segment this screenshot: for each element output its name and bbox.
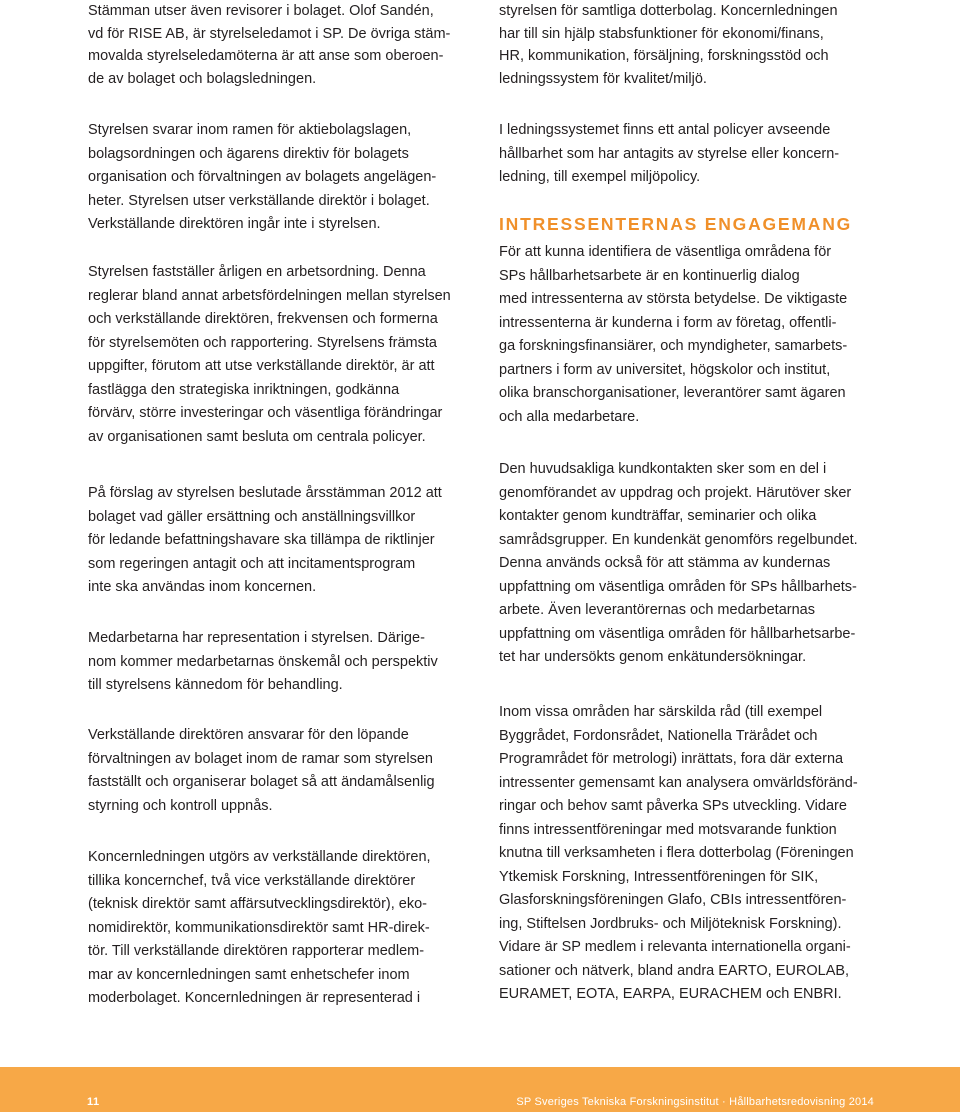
paragraph-policyer: I ledningssystemet finns ett antal policyer avseende hållbarhet som har antagits av styrelse eller koncern- ledning, till exempel miljöpolicy. xyxy=(499,122,840,185)
footer-credit: SP Sveriges Tekniska Forskningsinstitut · Hållbarhetsredovisning 2014 xyxy=(516,1096,874,1108)
footer-band xyxy=(0,1067,960,1112)
paragraph-dotterbolag: styrelsen för samtliga dotterbolag. Koncernledningen har till sin hjälp stabsfunktioner för ekonomi/finans, HR, kommunikation, försäljning, forskningsstöd och ledningssystem för kvalitet/miljö. xyxy=(499,3,838,87)
paragraph-ersattning: På förslag av styrelsen beslutade årsstämman 2012 att bolaget vad gäller ersättning och anställningsvillkor för ledande befattningshavare ska tillämpa de riktlinjer som regeringen antagit och att incitamentsprogram inte ska användas inom koncernen. xyxy=(88,485,442,595)
page-number: 11 xyxy=(87,1096,100,1108)
paragraph-kundkontakt: Den huvudsakliga kundkontakten sker som en del i genomförandet av uppdrag och projekt. Härutöver sker kontakter genom kundträffar, seminarier och olika samrådsgrupper. En kundenkät genomförs regelbundet. Denna används också för att stämma av kundernas uppfattning om väsentliga områden för SPs hållbarhets- arbete. Även leverantörernas och medarbetarnas uppfattning om väsentliga områden för hållbarhetsarbe- tet har undersökts genom enkätundersökningar. xyxy=(499,461,858,665)
paragraph-rad: Inom vissa områden har särskilda råd (till exempel Byggrådet, Fordonsrådet, Nationella Trärådet och Programrådet för metrologi) inrättats, fora där externa intressenter gemensamt kan analysera omvärldsföränd- ringar och behov samt påverka SPs utveckling. Vidare finns intressentföreningar med motsvarande funktion knutna till verksamheten i flera dotterbolag (Föreningen Ytkemisk Forskning, Intressentföreningen för SIK, Glasforskningsföreningen Glafo, CBIs intressentfören- ing, Stiftelsen Jordbruks- och Miljöteknisk Forskning). Vidare är SP medlem i relevanta internationella organi- sationer och nätverk, bland andra EARTO, EUROLAB, EURAMET, EOTA, EARPA, EURACHEM och ENBRI. xyxy=(499,704,858,1002)
section-heading-intressenternas-engagemang: INTRESSENTERNAS ENGAGEMANG xyxy=(499,214,853,234)
paragraph-revisorer: Stämman utser även revisorer i bolaget. Olof Sandén, vd för RISE AB, är styrelseledamot i SP. De övriga stäm- movalda styrelseledamöterna är att anse som oberoen- de av bolaget och bolagsledningen. xyxy=(88,3,451,87)
paragraph-intressenter: För att kunna identifiera de väsentliga områdena för SPs hållbarhetsarbete är en kontinuerlig dialog med intressenterna av största betydelse. De viktigaste intressenterna är kunderna i form av företag, offentli- ga forskningsfinansiärer, och myndigheter, samarbets- partners i form av universitet, högskolor och institut, olika branschorganisationer, leverantörer samt ägaren och alla medarbetare. xyxy=(499,244,848,425)
paragraph-styrelsen-ansvar: Styrelsen svarar inom ramen för aktiebolagslagen, bolagsordningen och ägarens direktiv för bolagets organisation och förvaltningen av bolagets angelägen- heter. Styrelsen utser verkställande direktör i bolaget. Verkställande direktören ingår inte i styrelsen. xyxy=(88,122,437,232)
paragraph-vd-ansvar: Verkställande direktören ansvarar för den löpande förvaltningen av bolaget inom de ramar som styrelsen fastställt och organiserar bolaget så att ändamålsenlig styrning och kontroll uppnås. xyxy=(88,727,435,814)
paragraph-koncernledning: Koncernledningen utgörs av verkställande direktören, tillika koncernchef, två vice verkställande direktörer (teknisk direktör samt affärsutvecklingsdirektör), eko- nomidirektör, kommunikationsdirektör samt HR-direk- tör. Till verkställande direktören rapporterar medlem- mar av koncernledningen samt enhetschefer inom moderbolaget. Koncernledningen är representerad i xyxy=(88,849,431,1006)
paragraph-arbetsordning: Styrelsen fastställer årligen en arbetsordning. Denna reglerar bland annat arbetsfördelningen mellan styrelsen och verkställande direktören, frekvensen och formerna för styrelsemöten och rapportering. Styrelsens främsta uppgifter, förutom att utse verkställande direktör, är att fastlägga den strategiska inriktningen, godkänna förvärv, större investeringar och väsentliga förändringar av organisationen samt besluta om centrala policyer. xyxy=(88,264,451,445)
paragraph-medarbetare: Medarbetarna har representation i styrelsen. Därige- nom kommer medarbetarnas önskemål och perspektiv till styrelsens kännedom för behandling. xyxy=(88,630,438,693)
